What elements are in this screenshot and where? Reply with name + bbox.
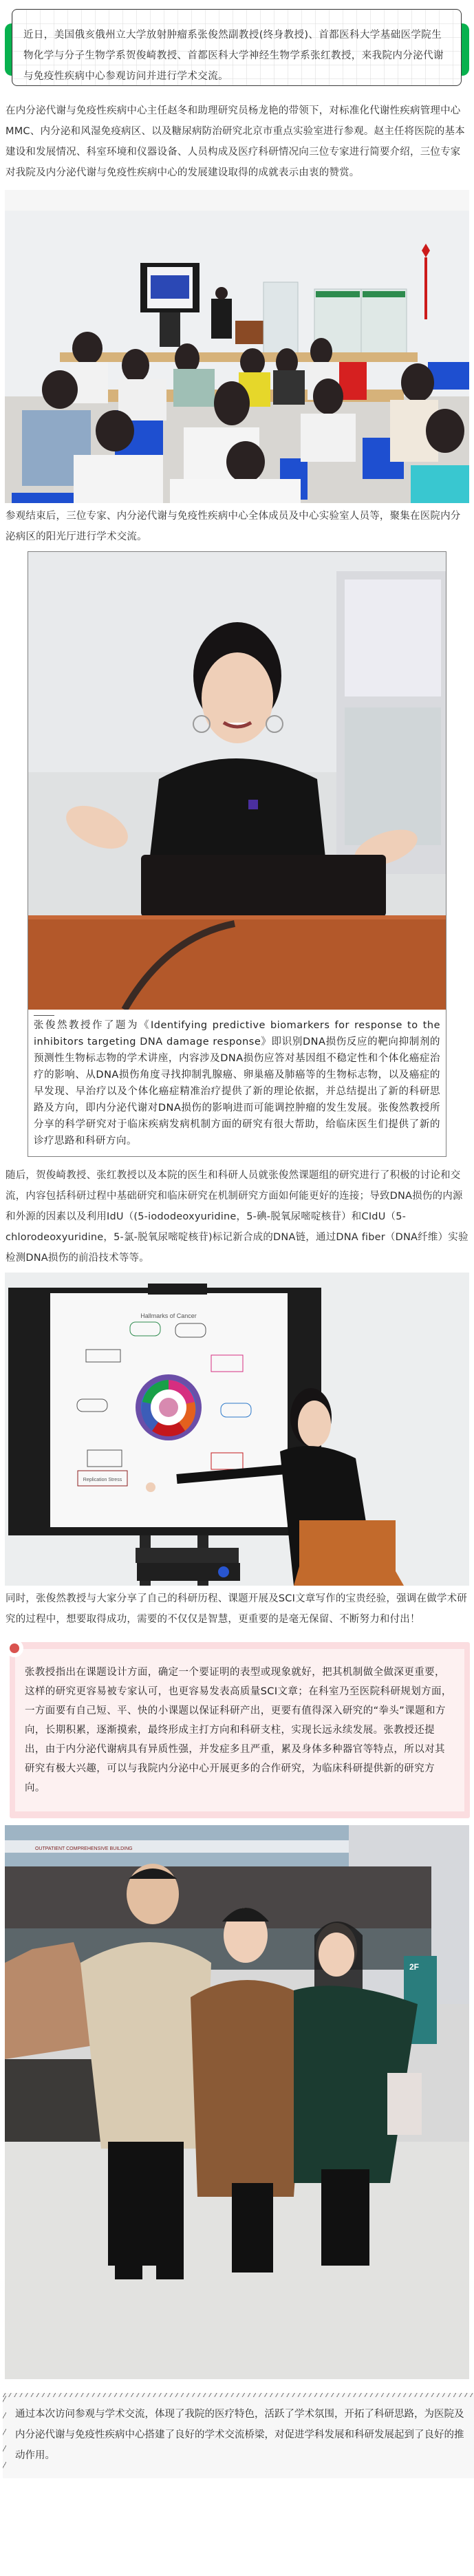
hatch-border-left <box>3 2393 6 2478</box>
intro-section <box>0 0 474 96</box>
floor-sign: 2F <box>409 1962 420 1972</box>
lecture-caption: 张俊然教授作了题为《Identifying predictive biomarkers for response to the inhibitors targeting DNA damage response》即识别DNA损伤反应的靶向抑制剂的预测性生物标志物的学术讲座，内容涉及DNA损伤应答对基因组不稳定性和个体化癌症治疗的影响、从DNA损伤角度寻找抑制乳腺癌、卵巢癌及肺癌等的生物标志物，以及癌症的早发现、早治疗以及个体化癌症精准治疗提供了新的理论依据，并总结提出了新的科研思路及方向，即内分泌代谢对DNA损伤的影响进而可能调控肿瘤的发生发展。张俊然教授所分享的科学研究对于临床疾病发病机制方面的研究有很大帮助，给临床医生们提供了新的诊疗思路和科研方向。 <box>34 1020 440 1147</box>
hatch-border-top <box>3 2393 474 2397</box>
highlight-text: 张教授指出在课题设计方面，确定一个要证明的表型或现象就好，把其机制做全做深更重要，这样的研究更容易被专家认可，也更容易发表高质量SCI文章；在科室乃至医院科研规划方面，一方面要有自己短、平、快的小课题以保证科研产出，更要有值得深入研究的“拳头”课题和方向，长期积累，逐渐摸索，最终形成主打方向和科研支柱，实现长远永续发展。张教授还提出，由于内分泌代谢病具有异质性强，并发症多且严重，累及身体多种器官等特点，所以对其研究有极大兴趣，可以与我院内分泌中心开展更多的合作研究，为临床科研提供新的研究方向。 <box>15 1649 464 1811</box>
highlight-box <box>10 1642 470 1818</box>
paragraph-discussion: 随后，贺俊崎教授、张红教授以及本院的医生和科研人员就张俊然课题组的研究进行了积极的讨论和交流，内容包括科研过程中基础研究和临床研究在机制研究方面如何能更好的连接；导致DNA损伤的内源和外源的因素以及利用IdU（(5-iododeoxyuridine，5-碘-脱氧尿嘧啶核苷）和CIdU（5-chlorodeoxyuridine，5-氯-脱氧尿嘧啶核苷)标记新合成的DNA链，通过DNA fiber（DNA纤维）实验检测DNA损伤的前沿技术等等。 <box>6 1170 468 1264</box>
dot-icon-bg <box>6 1639 23 1657</box>
slide-replication-stress: Replication Stress <box>83 1478 122 1482</box>
paragraph-experience: 同时，张俊然教授与大家分享了自己的科研历程、课题开展及SCI文章写作的宝贵经验，强调在做学术研究的过程中，想要取得成功，需要的不仅仅是智慧，更重要的是毫无保留、不断努力和付出！ <box>6 1593 468 1625</box>
paragraph-gathering: 参观结束后，三位专家、内分泌代谢与免疫性疾病中心全体成员及中心实验室人员等，聚集在医院内分泌病区的阳光厅进行学术交流。 <box>6 511 461 542</box>
paragraph-tour: 在内分泌代谢与免疫性疾病中心主任赵冬和助理研究员杨龙艳的带领下，对标准化代谢性疾病管理中心MMC、内分泌和风湿免疫病区、以及糖尿病防治研究北京市重点实验室进行参观。赵主任将医院的基本建设和发展情况、科室环境和仪器设备、人员构成及医疗科研情况向三位专家进行简要介绍，三位专家对我院及内分泌代谢与免疫性疾病中心的发展建设取得的成就表示由衷的赞赏。 <box>6 105 465 178</box>
photo-speaker-podium <box>28 552 446 1010</box>
building-sign: OUTPATIENT COMPREHENSIVE BUILDING <box>35 1846 133 1851</box>
lecture-card <box>28 551 446 1157</box>
closing-box <box>3 2393 474 2478</box>
red-dot-icon <box>10 1643 19 1653</box>
photo-seminar-room <box>5 190 469 503</box>
photo-presenter-slide <box>5 1273 469 1586</box>
intro-box <box>12 9 462 86</box>
intro-text: 近日，美国俄亥俄州立大学放射肿瘤系张俊然副教授(终身教授)、首都医科大学基础医学院生物化学与分子生物学系贺俊崎教授、首都医科大学神经生物学系张红教授，来我院内分泌代谢与免疫性疾病中心参观访问并进行学术交流。 <box>23 30 444 82</box>
photo-group-outdoor <box>5 1825 469 2379</box>
slide-title: Hallmarks of Cancer <box>140 1312 197 1319</box>
closing-text: 通过本次访问参观与学术交流，体现了我院的医疗特色，活跃了学术氛围，开拓了科研思路，为医院及内分泌代谢与免疫性疾病中心搭建了良好的学术交流桥梁，对促进学科发展和科研发展起到了良好的推动作用。 <box>15 2409 464 2461</box>
